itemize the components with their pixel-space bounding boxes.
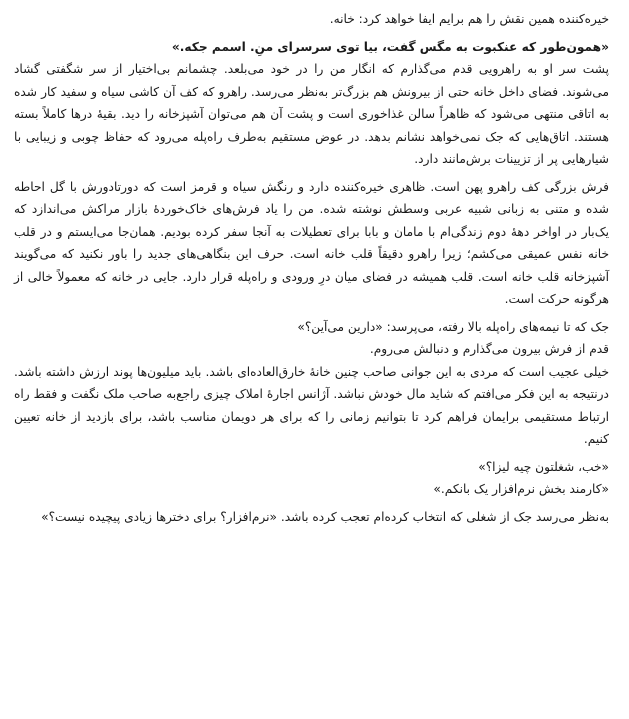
paragraph-intro: خیره‌کننده همین نقش را هم برایم ایفا خواهد کرد: خانه. [329, 12, 609, 26]
paragraph-follow: قدم از فرش بیرون می‌گذارم و دنبالش می‌روم. [369, 342, 609, 356]
paragraph-dialog-answer: «کارمند بخش نرم‌افزار یک بانکم.» [433, 482, 609, 496]
paragraph-dialog-jack: «همون‌طور که عنکبوت به مگس گفت، بیا توی سرسرای منِ. اسمم جکه.» [171, 39, 609, 54]
paragraph-carpet: فرش بزرگی کف راهرو پهن است. ظاهری خیره‌کننده دارد و رنگش سیاه و قرمز است که دورتادورش با گل احاطه شده و متنی به زبانی شبیه عربی وسطش نوشته شده. من را یاد فرش‌های خاک‌خوردهٔ بازار مراکش می‌اندازد که یک‌بار در اواخر دههٔ دوم زندگی‌ام با مامان و بابا برای تعطیلات به آنجا سفر کرده بودیم. همان‌جا می‌ایستم و در قلب خانه نفس عمیقی می‌کشم؛ زیرا راهرو دقیقاً قلب خانه است. حرف این بنگاهی‌های جدید را باور نکنید که می‌گویند آشپزخانه قلب خانه است. قلب همیشه در فضای میان درِ ورودی و راه‌پله قرار دارد. جایی در خانه که معمولاً خالی از هرگونه حرکت است. [14, 179, 609, 306]
paragraph-question: جک که تا نیمه‌های راه‌پله بالا رفته، می‌پرسد: «دارین می‌آین؟» [297, 319, 609, 334]
paragraph-dialog-job: «خب، شغلتون چیه لیزا؟» [478, 459, 609, 474]
paragraph-owner: خیلی عجیب است که مردی به این جوانی صاحب چنین خانهٔ خارق‌العاده‌ای باشد. باید میلیون‌ها پوند ارزش داشته باشد. درنتیجه به این فکر می‌افتم که شاید مال خودش نباشد. آژانس اجارهٔ املاک چیزی راجع‌به صاحب ملک نگفت و فقط راه ارتباط مستقیمی برایمان فراهم کرد تا بتوانیم زمانی را که برای هر دویمان مناسب باشد، برای بازدید از خانه تعیین کنیم. [14, 364, 609, 446]
paragraph-hallway: پشت سر او به راهرویی قدم می‌گذارم که انگار من را در خود می‌بلعد. چشمانم بی‌اختیار از سر شگفتی گشاد می‌شوند. فضای داخل خانه حتی از بیرونش هم بزرگ‌تر به‌نظر می‌رسد. راهرو که کف آن کاشی سیاه و سفید کار شده به اتاقی منتهی می‌شود که ظاهراً سالن غذاخوری است و پشت آن هم می‌توان آشپزخانه را دید. بقیهٔ درها کاملاً بسته هستند. اتاق‌هایی که جک نمی‌خواهد نشانم بدهد. در عوض مستقیم به‌طرف راه‌پله می‌رود که حفاظ چوبی و زیبایی با شیارهایی پر از تزیینات برش‌مانند دارد. [14, 62, 609, 166]
paragraph-software: به‌نظر می‌رسد جک از شغلی که انتخاب کرده‌ام تعجب کرده باشد. «نرم‌افزار؟ برای دخترها زیادی پیچیده نیست؟» [41, 509, 609, 524]
